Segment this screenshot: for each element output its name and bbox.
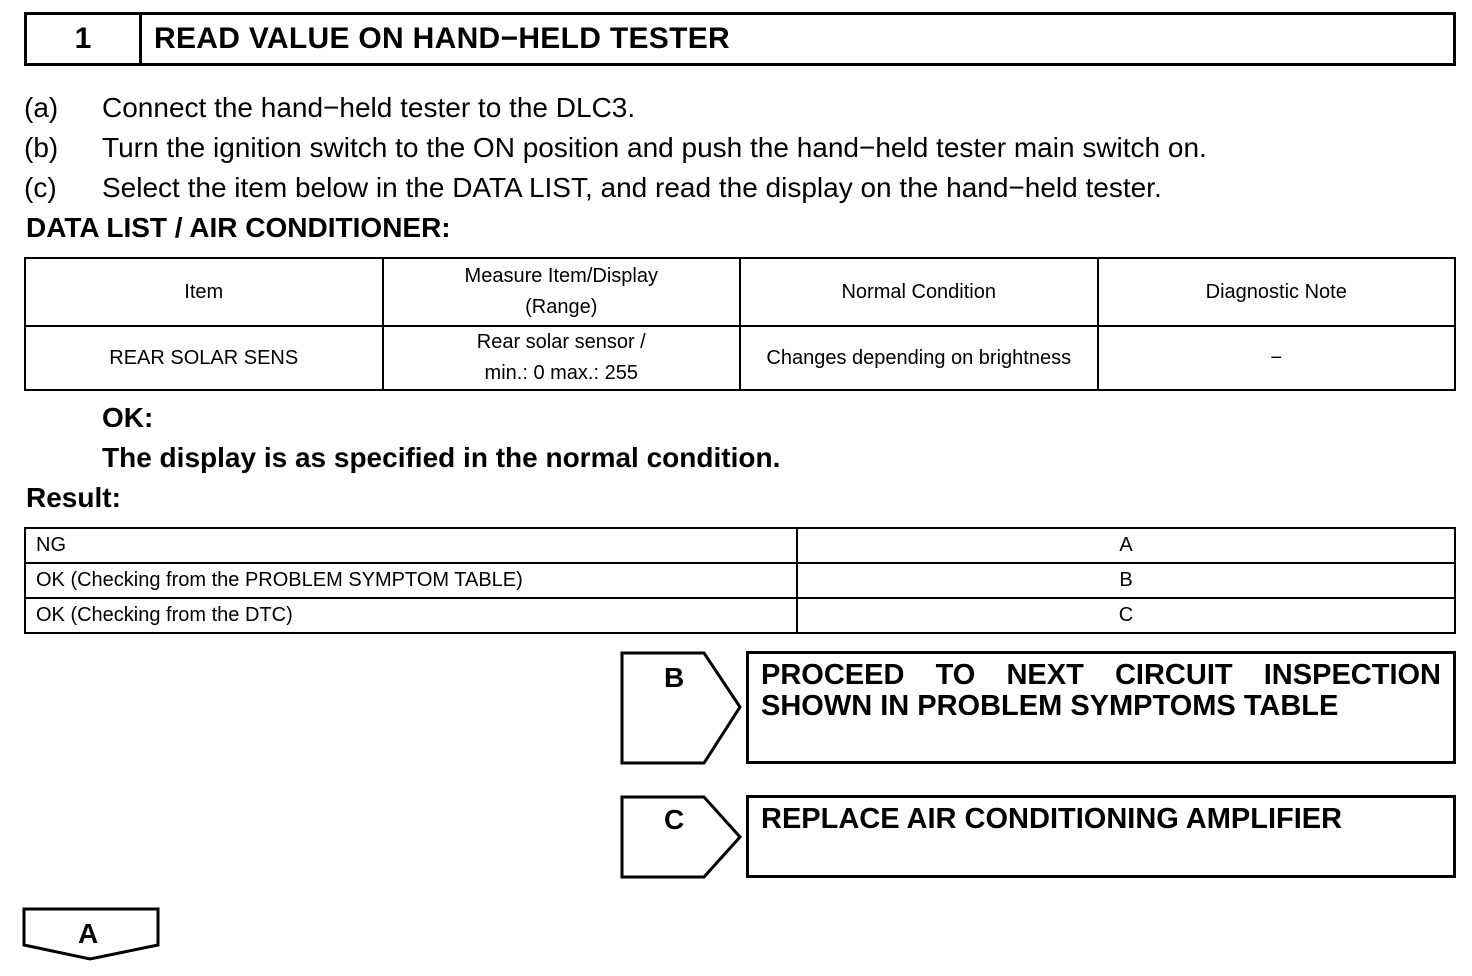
result-a-tag (22, 907, 162, 961)
cell-measure-line1: Rear solar sensor / (476, 331, 646, 353)
result-b-letter: B (664, 662, 685, 693)
table-row (25, 326, 1455, 390)
step-header (24, 12, 1456, 66)
ok-spec-text: The display is as specified in the normal condition. (102, 442, 781, 473)
result-c-tag (620, 795, 744, 879)
table-header-row (25, 258, 1455, 326)
result-code: B (797, 563, 1455, 598)
result-c-action-text: REPLACE AIR CONDITIONING AMPLIFIER (761, 803, 1343, 835)
ok-label: OK: (102, 402, 154, 433)
header-measure-line1: Measure Item/Display (464, 265, 658, 287)
result-c-action (746, 795, 1456, 878)
header-normal-condition: Normal Condition (740, 258, 1098, 326)
cell-item: REAR SOLAR SENS (25, 326, 383, 390)
instruction-text: Connect the hand−held tester to the DLC3. (102, 92, 636, 123)
result-b-tag (620, 651, 744, 765)
cell-normal-condition: Changes depending on brightness (740, 326, 1098, 390)
header-measure-line2: (Range) (525, 296, 598, 318)
result-condition: NG (25, 528, 797, 563)
instruction-label: (a) (24, 92, 59, 123)
step-number: 1 (27, 15, 142, 63)
instruction-text: Turn the ignition switch to the ON position and push the hand−held tester main switch on. (102, 132, 1207, 163)
header-measure (383, 258, 741, 326)
result-a-letter: A (78, 918, 99, 949)
instruction-label: (b) (24, 132, 59, 163)
result-b-action-line2: SHOWN IN PROBLEM SYMPTOMS TABLE (761, 690, 1339, 722)
cell-measure (383, 326, 741, 390)
instruction-c (24, 171, 1162, 205)
cell-diagnostic-note: − (1098, 326, 1456, 390)
table-row (25, 528, 1455, 563)
header-item: Item (25, 258, 383, 326)
data-list-heading: DATA LIST / AIR CONDITIONER: (26, 212, 451, 243)
result-b-action-line1: PROCEED TO NEXT CIRCUIT INSPECTION (761, 659, 1441, 691)
instruction-label: (c) (24, 172, 57, 203)
result-table (24, 527, 1456, 634)
table-row (25, 598, 1455, 633)
instruction-text: Select the item below in the DATA LIST, and read the display on the hand−held tester. (102, 172, 1162, 203)
header-diagnostic-note: Diagnostic Note (1098, 258, 1456, 326)
result-code: A (797, 528, 1455, 563)
result-condition: OK (Checking from the DTC) (25, 598, 797, 633)
table-row (25, 563, 1455, 598)
result-b-action (746, 651, 1456, 764)
result-condition: OK (Checking from the PROBLEM SYMPTOM TABLE) (25, 563, 797, 598)
data-list-table (24, 257, 1456, 391)
result-code: C (797, 598, 1455, 633)
instruction-b (24, 131, 1207, 165)
instruction-a (24, 91, 635, 125)
cell-measure-line2: min.: 0 max.: 255 (484, 362, 638, 384)
result-c-letter: C (664, 804, 685, 835)
step-title: READ VALUE ON HAND−HELD TESTER (154, 22, 730, 55)
result-heading: Result: (26, 482, 121, 513)
